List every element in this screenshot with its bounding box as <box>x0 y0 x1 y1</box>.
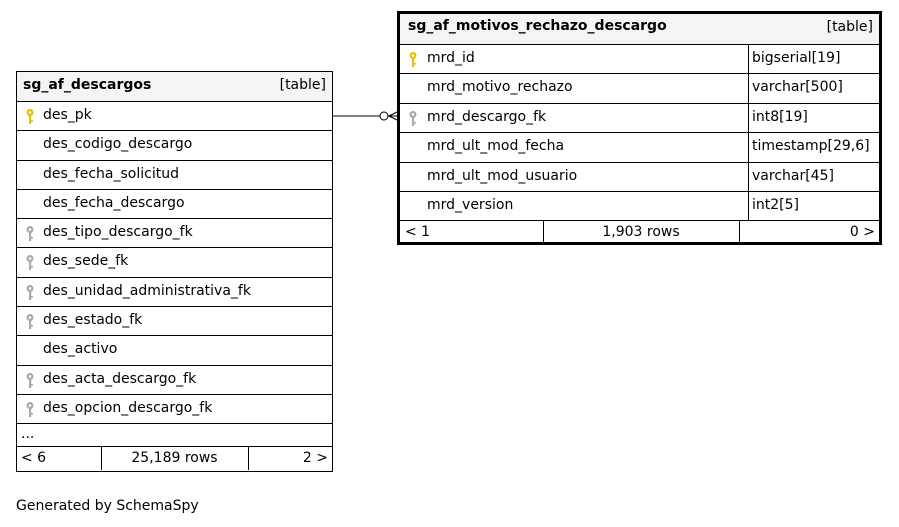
column-name: mrd_version <box>427 196 514 213</box>
footer-children[interactable]: 0 > <box>849 224 875 241</box>
foreign-key-icon <box>25 401 35 418</box>
column-row[interactable] <box>400 192 879 221</box>
table-header[interactable] <box>400 14 879 45</box>
primary-key-icon <box>408 51 418 68</box>
more-columns: ... <box>21 426 35 443</box>
column-type: timestamp[29,6] <box>748 133 879 161</box>
table-kind: [table] <box>279 77 326 93</box>
column-name: des_opcion_descargo_fk <box>43 399 213 416</box>
table-name: sg_af_descargos <box>23 77 152 93</box>
column-name: des_unidad_administrativa_fk <box>43 282 251 299</box>
column-name: des_sede_fk <box>43 253 129 270</box>
table-sg-af-motivos-rechazo-descargo[interactable] <box>397 11 882 245</box>
column-row[interactable] <box>17 248 332 277</box>
footer-row-count: 25,189 rows <box>131 450 218 467</box>
column-type: int8[19] <box>748 104 879 132</box>
foreign-key-icon <box>25 313 35 330</box>
foreign-key-icon <box>25 284 35 301</box>
foreign-key-icon <box>408 110 418 127</box>
column-name: des_tipo_descargo_fk <box>43 224 193 241</box>
column-row[interactable] <box>17 336 332 365</box>
column-name: mrd_id <box>427 50 475 66</box>
column-name: des_pk <box>43 107 92 123</box>
column-row[interactable] <box>17 131 332 160</box>
column-row[interactable] <box>17 219 332 248</box>
column-type: varchar[45] <box>748 163 879 191</box>
column-row[interactable] <box>17 190 332 219</box>
column-name: mrd_descargo_fk <box>427 108 547 125</box>
column-name: des_estado_fk <box>43 312 143 329</box>
column-name: mrd_ult_mod_fecha <box>427 138 565 155</box>
more-columns-row[interactable] <box>17 424 332 447</box>
table-name: sg_af_motivos_rechazo_descargo <box>408 18 667 34</box>
column-name: mrd_ult_mod_usuario <box>427 167 578 184</box>
column-name: des_fecha_descargo <box>43 194 185 211</box>
column-row[interactable] <box>17 307 332 336</box>
column-name: des_acta_descargo_fk <box>43 370 197 387</box>
column-type: bigserial[19] <box>748 45 879 73</box>
column-type: int2[5] <box>748 192 879 220</box>
column-row[interactable] <box>17 395 332 424</box>
column-row[interactable] <box>400 45 879 74</box>
footer-parents[interactable]: < 1 <box>405 224 431 241</box>
column-row[interactable] <box>400 163 879 192</box>
column-row[interactable] <box>400 74 879 103</box>
column-name: des_fecha_solicitud <box>43 165 179 182</box>
column-name: des_activo <box>43 341 118 358</box>
table-header[interactable] <box>17 72 332 102</box>
column-type: varchar[500] <box>748 74 879 102</box>
primary-key-icon <box>25 108 35 125</box>
foreign-key-icon <box>25 254 35 271</box>
footer-row-count: 1,903 rows <box>602 224 680 241</box>
generated-by-label: Generated by SchemaSpy <box>16 498 199 514</box>
table-footer <box>400 221 879 245</box>
column-name: mrd_motivo_rechazo <box>427 79 573 96</box>
table-kind: [table] <box>826 19 873 35</box>
optional-marker <box>380 112 388 120</box>
foreign-key-icon <box>25 372 35 389</box>
column-row[interactable] <box>400 104 879 133</box>
table-sg-af-descargos[interactable] <box>16 71 333 472</box>
column-row[interactable] <box>17 161 332 190</box>
column-row[interactable] <box>400 133 879 162</box>
column-name: des_codigo_descargo <box>43 136 193 153</box>
footer-children[interactable]: 2 > <box>302 450 328 467</box>
column-row[interactable] <box>17 366 332 395</box>
table-footer <box>17 447 332 470</box>
column-row[interactable] <box>17 278 332 307</box>
foreign-key-icon <box>25 225 35 242</box>
column-row[interactable] <box>17 102 332 131</box>
footer-parents[interactable]: < 6 <box>21 450 47 467</box>
